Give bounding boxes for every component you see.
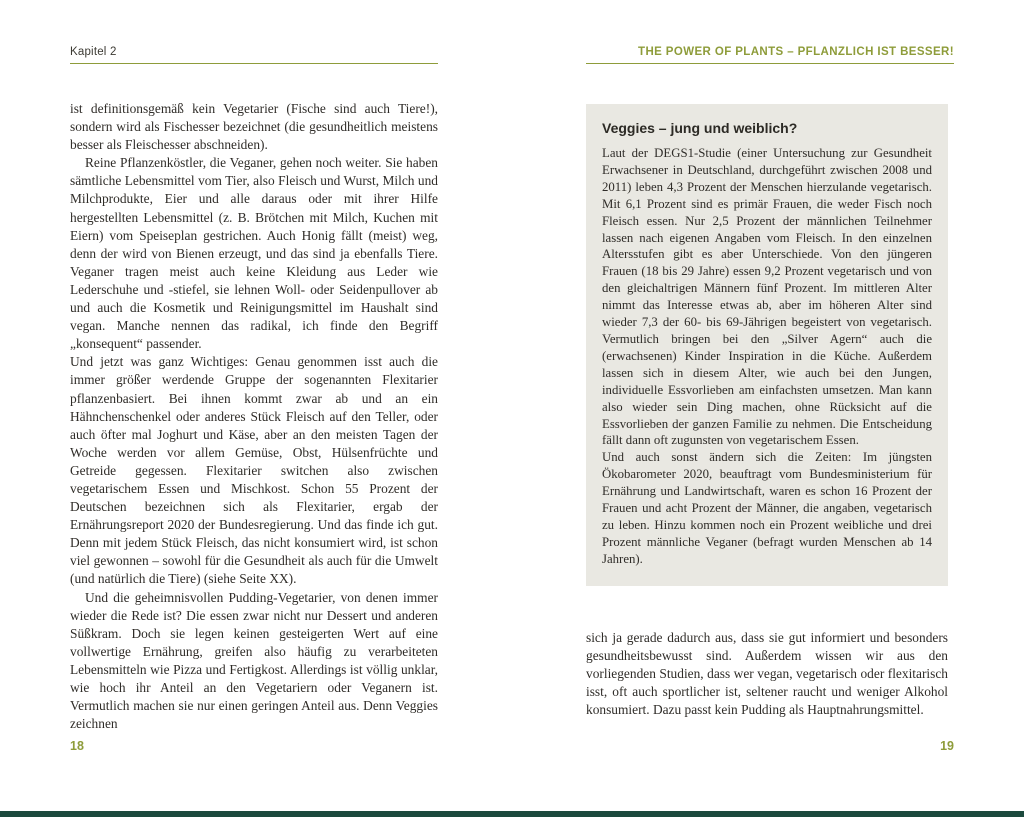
info-box-paragraph: Laut der DEGS1-Studie (einer Untersuchung zur Gesundheit Erwachsener in Deutschland, durchgeführt zwischen 2008 und 2011) leben 4,3 Prozent der Menschen hierzulande vegetarisch. Mit 6,1 Prozent sind es primär Frauen, die weder Fisch noch Fleisch essen. Nur 2,5 Prozent der männlichen Teilnehmer lassen nach eigenen Angaben vom Fleisch. In den einzelnen Altersstufen gibt es aber Unterschiede. Von den jüngeren Frauen (18 bis 29 Jahre) essen 9,2 Prozent vegetarisch und von den gleichaltrigen Männern fünf Prozent. Im mittleren Alter nimmt das Interesse etwas ab, aber im höheren Alter sind wieder 7,3 der 60- bis 69-Jährigen begeistert von vegetarisch. Vermutlich bringen bei den „Silver Agern“ auch die (erwachsenen) Kinder Inspiration in die Küche. Außerdem lassen sich in diesem Alter, wie auch bei den Jungen, individuelle Essvorlieben am einfachsten umsetzen. Man kann also wieder sein Ding machen, ohne Rücksicht auf die Essvorlieben der ganzen Familie zu nehmen. Die Entscheidung fällt dann oft zugunsten von vegetarischem Essen.: [602, 146, 932, 448]
info-box-paragraph: Und auch sonst ändern sich die Zeiten: Im jüngsten Ökobarometer 2020, beauftragt vom Bundesministerium für Ernährung und Landwirtschaft, waren es schon 16 Prozent der Frauen und acht Prozent der Männer, die angaben, vegetarisch zu leben. Hinzu kommen noch ein Prozent weibliche und drei Prozent männliche Veganer (befragt wurden Menschen ab 14 Jahren).: [602, 450, 932, 566]
info-box-title: Veggies – jung und weiblich?: [602, 120, 798, 136]
header-rule-right: [586, 63, 954, 64]
page-number-right: 19: [940, 739, 954, 753]
paragraph: Und jetzt was ganz Wichtiges: Genau genommen isst auch die immer größer werdende Gruppe der sogenannten Flexitarier pflanzenbasiert. Bei ihnen kommt zwar ab und an ein Hähnchenschenkel oder anderes Stück Fleisch auf den Teller, oder auch öfter mal Joghurt und Käse, aber an den meisten Tagen der Woche werden vor allem Gemüse, Obst, Hülsenfrüchte und Getreide gegessen. Flexitarier switchen also zwischen vegetarischem Essen und Mischkost. Schon 55 Prozent der Deutschen bezeichnen sich als Flexitarier, ergab der Ernährungsreport 2020 der Bundesregierung. Und das finde ich gut. Denn mit jedem Stück Fleisch, das nicht konsumiert wird, ist schon viel gewonnen – sowohl für die Gesundheit als auch für die Umwelt (und natürlich die Tiere) (siehe Seite XX).: [70, 354, 438, 587]
right-body-text: [586, 629, 948, 719]
info-box: [586, 104, 948, 586]
bottom-edge-bar: [0, 811, 1024, 817]
paragraph: ist definitionsgemäß kein Vegetarier (Fische sind auch Tiere!), sondern wird als Fischesser bezeichnet (die gesundheitlich meistens besser als Fleischesser abschneiden).: [70, 101, 438, 153]
left-body-text: [70, 100, 438, 733]
header-rule-left: [70, 63, 438, 64]
page-number-left: 18: [70, 739, 84, 753]
paragraph: Und die geheimnisvollen Pudding-Vegetarier, von denen immer wieder die Rede ist? Die essen zwar nicht nur Dessert und anderen Süßkram. Doch sie legen keinen gesteigerten Wert auf eine vollwertige Ernährung, greifen also häufig zu verarbeiteten Lebensmitteln wie Pizza und Fertigkost. Allerdings ist völlig unklar, wie hoch ihr Anteil an den Vegetariern oder Veganern ist. Vermutlich machen sie nur einen geringen Anteil aus. Denn Veggies zeichnen: [70, 589, 438, 732]
chapter-header: Kapitel 2: [70, 46, 117, 58]
page-right: [512, 0, 1024, 817]
running-head: THE POWER OF PLANTS – PFLANZLICH IST BESSER!: [638, 46, 954, 58]
paragraph: Reine Pflanzenköstler, die Veganer, gehen noch weiter. Sie haben sämtliche Lebensmittel vom Tier, also Fleisch und Wurst, Milch und Milchprodukte, Eier und alle daraus oder mit ihrer Hilfe hergestellten Lebensmittel (z. B. Brötchen mit Milch, Kuchen mit Eiern) vom Speiseplan gestrichen. Auch Honig fällt (meist) weg, denn der wird von Bienen erzeugt, und das sind ja ebenfalls Tiere. Veganer tragen meist auch keine Kleidung aus Leder wie Lederschuhe und -stiefel, sie lehnen Woll- oder Seidenpullover ab und auch die Kosmetik und Reinigungsmittel im Haushalt sind vegan. Manche nennen das radikal, ich finde den Begriff „konsequent“ passender.: [70, 155, 438, 352]
paragraph: sich ja gerade dadurch aus, dass sie gut informiert und besonders gesundheitsbewusst sind. Außerdem wissen wir aus den vorliegenden Studien, dass wer vegan, vegetarisch oder flexitarisch isst, oft auch sportlicher ist, seltener raucht und weniger Alkohol konsumiert. Dazu passt kein Pudding als Hauptnahrungsmittel.: [586, 630, 948, 718]
